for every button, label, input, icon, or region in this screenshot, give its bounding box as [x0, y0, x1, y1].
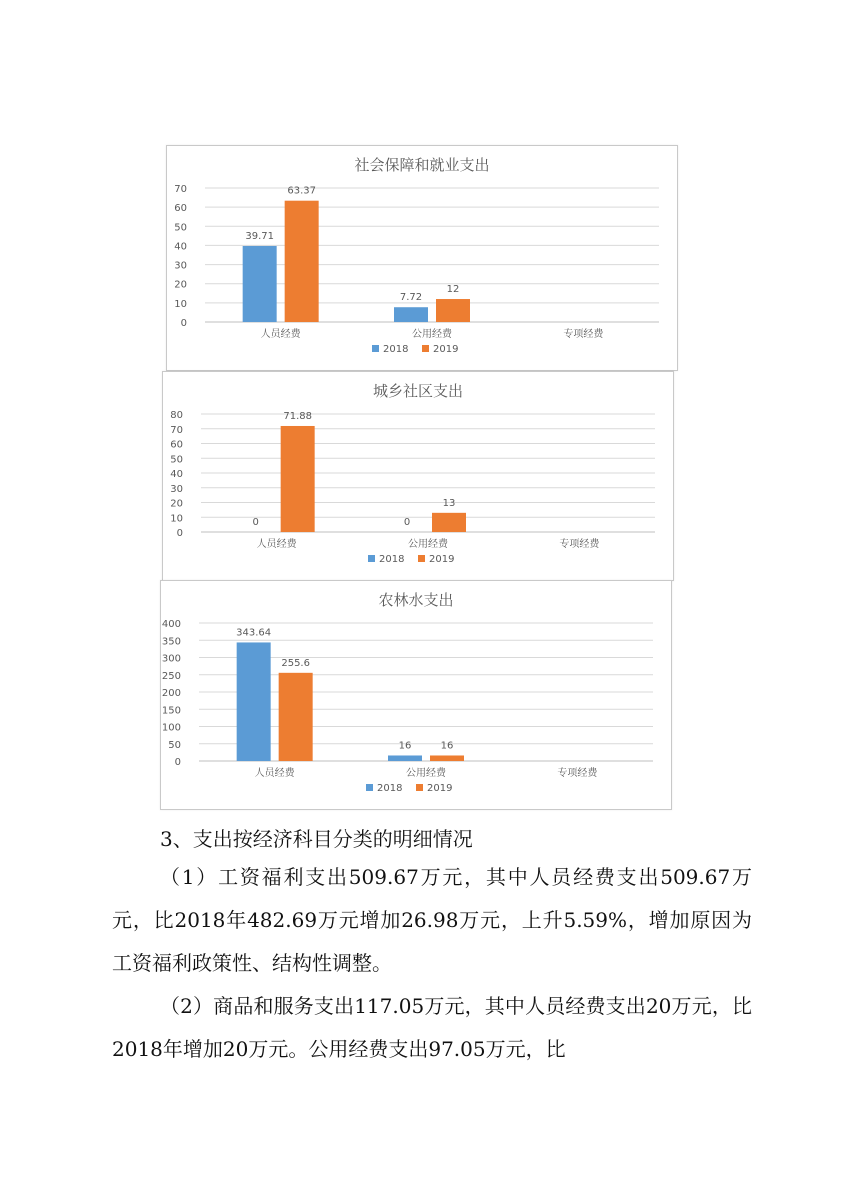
data-label: 63.37	[287, 185, 316, 197]
y-tick-label: 70	[174, 184, 187, 195]
section-heading: 3、支出按经济科目分类的明细情况	[160, 827, 473, 851]
legend-label: 2018	[377, 783, 403, 794]
y-tick-label: 400	[161, 619, 181, 630]
bar-2019	[432, 513, 466, 532]
y-tick-label: 40	[170, 469, 183, 480]
y-tick-label: 10	[170, 513, 183, 525]
bar-2018	[394, 307, 428, 322]
x-tick-label: 专项经费	[563, 329, 604, 340]
chart-svg	[161, 581, 671, 809]
paragraph-wages	[112, 856, 752, 985]
legend-label: 2019	[429, 554, 455, 565]
x-tick-label: 公用经费	[408, 539, 448, 550]
legend-swatch-2019	[416, 784, 423, 791]
chart-social-security	[166, 145, 678, 371]
data-label: 0	[252, 517, 259, 528]
data-label: 13	[442, 497, 456, 509]
legend-swatch-2019	[418, 555, 425, 562]
data-label: 12	[446, 284, 460, 296]
chart-title: 城乡社区支出	[372, 382, 464, 400]
bar-2019	[436, 299, 470, 322]
x-tick-label: 人员经费	[254, 768, 295, 779]
bar-2018	[388, 755, 422, 761]
data-label: 255.6	[281, 657, 310, 669]
y-tick-label: 0	[176, 528, 183, 539]
y-tick-label: 40	[174, 241, 187, 253]
y-tick-label: 100	[161, 722, 181, 734]
legend-swatch-2018	[372, 345, 379, 352]
chart-title: 农林水支出	[378, 591, 454, 609]
y-tick-label: 200	[161, 688, 181, 699]
bar-2019	[279, 673, 313, 761]
legend-label: 2019	[433, 344, 459, 355]
chart-svg	[163, 372, 673, 580]
y-tick-label: 150	[161, 705, 181, 717]
data-label: 16	[398, 740, 412, 752]
bar-2019	[285, 201, 319, 322]
data-label: 343.64	[236, 627, 272, 639]
x-tick-label: 人员经费	[260, 329, 301, 340]
paragraph-goods-services-text: （2）商品和服务支出117.05万元，其中人员经费支出20万元，比2018年增加20万元。公用经费支出97.05万元，比	[112, 994, 752, 1061]
x-tick-label: 专项经费	[559, 539, 600, 550]
legend-label: 2018	[383, 344, 409, 355]
y-tick-label: 50	[168, 739, 181, 751]
x-tick-label: 公用经费	[406, 768, 446, 779]
y-tick-label: 50	[174, 222, 187, 234]
data-label: 39.71	[245, 230, 274, 242]
y-tick-label: 250	[161, 670, 181, 682]
y-tick-label: 60	[174, 203, 187, 215]
y-tick-label: 300	[161, 653, 181, 665]
y-tick-label: 30	[170, 483, 183, 495]
chart-svg	[167, 146, 677, 370]
legend-swatch-2018	[368, 555, 375, 562]
bar-2019	[281, 426, 315, 532]
data-label: 0	[403, 517, 411, 528]
y-tick-label: 80	[170, 410, 183, 421]
y-tick-label: 20	[170, 498, 183, 510]
y-tick-label: 70	[170, 424, 183, 436]
legend-label: 2018	[379, 554, 405, 565]
y-tick-label: 20	[174, 279, 187, 291]
data-label: 16	[440, 740, 454, 752]
legend-swatch-2018	[366, 784, 373, 791]
x-tick-label: 公用经费	[412, 329, 452, 340]
y-tick-label: 30	[174, 260, 187, 272]
y-tick-label: 350	[161, 636, 181, 648]
paragraph-goods-services	[112, 985, 752, 1071]
bar-2018	[237, 642, 271, 761]
x-tick-label: 人员经费	[256, 539, 297, 550]
bar-2018	[243, 246, 277, 322]
y-tick-label: 0	[174, 757, 181, 768]
x-tick-label: 专项经费	[557, 768, 598, 779]
chart-urban-rural	[162, 371, 674, 581]
data-label: 7.72	[399, 292, 423, 304]
y-tick-label: 60	[170, 439, 183, 451]
paragraph-wages-text: （1）工资福利支出509.67万元，其中人员经费支出509.67万元，比2018年482.69万元增加26.98万元，上升5.59%，增加原因为工资福利政策性、结构性调整。	[112, 865, 752, 975]
y-tick-label: 10	[174, 298, 187, 310]
chart-agriculture	[160, 580, 672, 810]
bar-2019	[430, 755, 464, 761]
legend-swatch-2019	[422, 345, 429, 352]
chart-title: 社会保障和就业支出	[354, 156, 490, 174]
y-tick-label: 0	[180, 318, 187, 329]
y-tick-label: 50	[170, 454, 183, 466]
legend-label: 2019	[427, 783, 453, 794]
data-label: 71.88	[283, 410, 312, 422]
